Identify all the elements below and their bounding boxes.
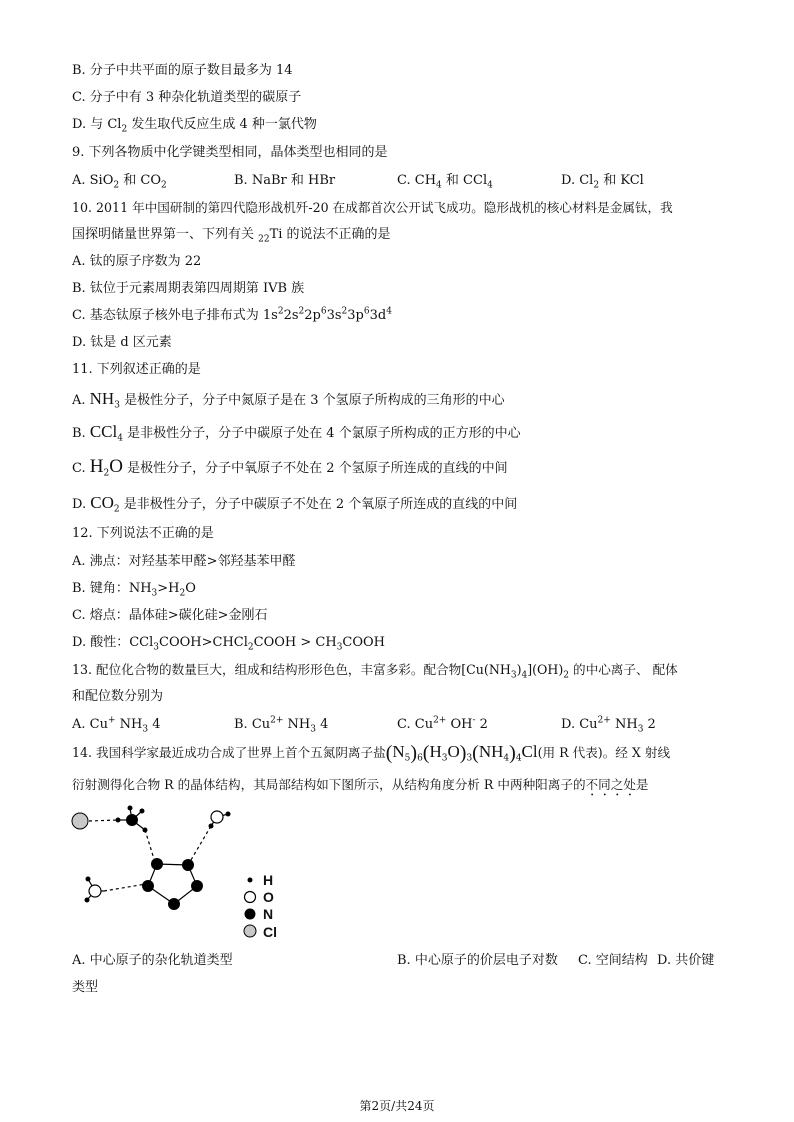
legend-label-cl: Cl	[263, 924, 277, 940]
crystal-structure-figure	[60, 800, 300, 950]
q11-option-c: C. $H_2O$ 是极性分子，分子中氧原子不处在 2 个氢原子所连成的直线的中间	[72, 456, 508, 479]
nitrogen-atom	[168, 898, 180, 910]
q8-option-d: D. 与 $Cl_2$ 发生取代反应生成 4 种一氯代物	[72, 117, 317, 135]
chlorine-atom	[72, 813, 88, 829]
legend-oxygen-marker	[245, 892, 256, 903]
q13-option-d: D. $Cu^{2+}$ $NH_3$ 2	[561, 715, 656, 735]
nitrogen-atom	[191, 880, 203, 892]
q12-option-c: C. 熔点：晶体硅>碳化硅>金刚石	[72, 608, 268, 623]
q9-stem: 9. 下列各物质中化学键类型相同，晶体类型也相同的是	[72, 145, 388, 160]
q14-option-b: B. 中心原子的价层电子对数	[397, 953, 558, 968]
q9-option-b: B. NaBr 和 HBr	[234, 173, 336, 188]
q12-stem: 12. 下列说法不正确的是	[72, 526, 214, 541]
q10-option-a: A. 钛的原子序数为 22	[72, 254, 202, 269]
q14-option-c: C. 空间结构	[578, 953, 648, 968]
q13-option-b: B. $Cu^{2+}$ $NH_3$ 4	[234, 715, 329, 735]
oxygen-atom	[89, 885, 101, 897]
q9-option-d: D. $Cl_2$ 和 KCl	[561, 173, 644, 191]
hydrogen-atom	[128, 806, 133, 811]
q13-stem-line2: 和配位数分别为	[72, 689, 164, 704]
q10-stem-line1: 10. 2011 年中国研制的第四代隐形战机歼-20 在成都首次公开试飞成功。隐形战机的核心材料是金属钛，我	[72, 200, 673, 215]
q10-option-d: D. 钛是 d 区元素	[72, 335, 172, 350]
q14-option-d-wrap: 类型	[72, 980, 99, 995]
q14-stem-line1: 14. 我国科学家最近成功合成了世界上首个五氮阴离子盐$(N_5)_6(H_3O)_3(NH_4)_4Cl$(用 R 代表)。经 X 射线	[72, 742, 671, 764]
q11-option-b: B. CCl$_4$ 是非极性分子，分子中碳原子处在 4 个氯原子所构成的正方形的中心	[72, 422, 521, 444]
legend-label-o: O	[263, 889, 274, 905]
hydrogen-atom	[116, 818, 121, 823]
q9-option-a: A. SiO$_2$ 和 $CO_2$	[72, 173, 167, 191]
q14-option-d: D. 共价键	[657, 953, 715, 968]
hydrogen-atom	[140, 809, 145, 814]
q11-option-d: D. $CO_2$ 是非极性分子，分子中碳原子不处在 2 个氧原子所连成的直线的中间	[72, 493, 518, 515]
legend-chlorine-marker	[244, 925, 256, 937]
q12-option-b: B. 键角：$NH_3>H_2O$	[72, 581, 196, 599]
q13-stem-line1: 13. 配位化合物的数量巨大，组成和结构形形色色，丰富多彩。配合物$[Cu(NH_3)_4](OH)_2$ 的中心离子、 配体	[72, 662, 678, 681]
legend-label-h: H	[263, 872, 274, 888]
q8-option-c: C. 分子中有 3 种杂化轨道类型的碳原子	[72, 90, 302, 105]
q14-stem-line2: 衍射测得化合物 R 的晶体结构，其局部结构如下图所示，从结构角度分析 R 中两种阳离子的不同之处是	[72, 777, 649, 792]
nitrogen-atom	[182, 859, 194, 871]
legend-hydrogen-marker	[248, 878, 253, 883]
nitrogen-atom	[142, 880, 154, 892]
nitrogen-atom	[151, 858, 163, 870]
q13-option-c: C. $Cu^{2+}$ OH- 2	[397, 715, 488, 732]
q10-option-c: C. 基态钛原子核外电子排布式为 $1s^22s^22p^63s^23p^63d^4$	[72, 306, 392, 323]
bonds	[87, 808, 228, 904]
hydrogen-atom	[226, 812, 231, 817]
hydrogen-atom	[85, 898, 90, 903]
nitrogen-atom	[126, 814, 138, 826]
legend	[244, 872, 277, 940]
page-footer: 第2页/共24页	[359, 1099, 435, 1113]
hydrogen-atom	[143, 828, 148, 833]
q13-option-a: A. Cu+ $NH_3$ 4	[72, 715, 161, 735]
q10-option-b: B. 钛位于元素周期表第四周期第 IVB 族	[72, 281, 305, 296]
q8-option-b: B. 分子中共平面的原子数目最多为 14	[72, 63, 293, 78]
q10-stem-line2: 国探明储量世界第一、下列有关 $_{22}$Ti 的说法不正确的是	[72, 227, 391, 245]
hydrogen-atom	[86, 877, 91, 882]
q12-option-a: A. 沸点：对羟基苯甲醛>邻羟基苯甲醛	[72, 554, 296, 569]
q12-option-d: D. 酸性：CCl$_3$COOH>CHCl$_2$COOH > $CH_3COOH$	[72, 635, 386, 653]
legend-label-n: N	[263, 906, 274, 922]
hydrogen-atom	[209, 824, 214, 829]
q9-option-c: C. $CH_4$ 和 CCl$_4$	[397, 173, 493, 191]
q14-option-a: A. 中心原子的杂化轨道类型	[72, 953, 233, 968]
q11-stem: 11. 下列叙述正确的是	[72, 362, 201, 377]
q11-option-a: A. $NH_3$ 是极性分子，分子中氮原子是在 3 个氢原子所构成的三角形的中心	[72, 389, 505, 411]
oxygen-atom	[211, 811, 223, 823]
legend-nitrogen-marker	[245, 909, 256, 920]
